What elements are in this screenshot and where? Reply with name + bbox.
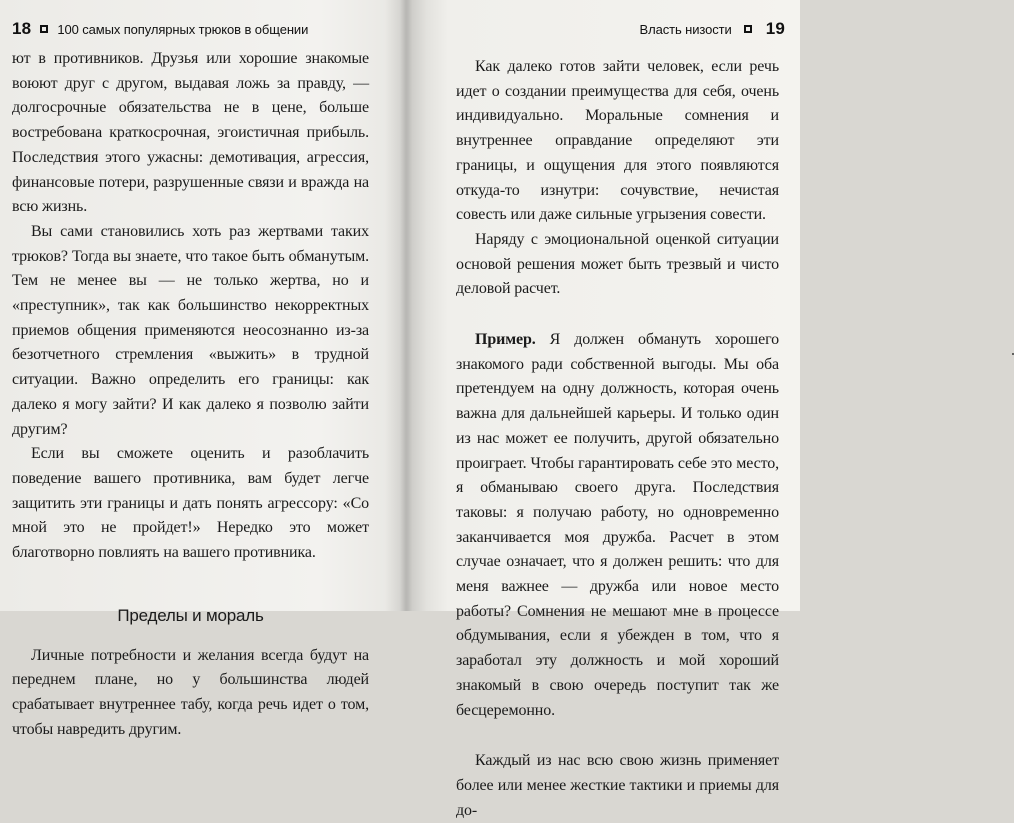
right-running-title: Власть низости xyxy=(639,21,732,37)
left-page-header xyxy=(12,19,384,39)
left-paragraph-continuation: ют в противников. Друзья или хорошие знакомые воюют друг с другом, выдавая ложь за правду, — долгосрочные обязательства не в цене, больше востребована краткосрочная, эгоистичная прибыль. Последствия этого ужасны: демотивация, агрессия, финансовые потери, разрушенные связи и вражда на всю жизнь. xyxy=(12,50,369,216)
left-running-title: 100 самых популярных трюков в общении xyxy=(57,21,309,37)
left-paragraph-boundaries: Если вы сможете оценить и разоблачить поведение вашего противника, вам будет легче защитить эти границы и дать понять агрессору: «Со мной это не пройдет!» Нередко это может благотворно повлиять на вашего противника. xyxy=(12,445,369,562)
example-text: Я должен обмануть хорошего знакомого ради собственной выгоды. Мы оба претендуем на одну должность, которая очень важна для дальнейшей карьеры. И только один из нас может ее получить, другой обязательно проиграет. Чтобы гарантировать себе это место, я обманываю своего друга. Последствия таковы: я получаю работу, но одновременно заканчивается моя дружба. Расчет в этом случае означает, что я должен решить: что для меня важнее — дружба или новое место работы? Сомнения не мешают мне в процессе обдумывания, если я убежден в том, что я заработал эту должность и мой хороший знакомый в свою очередь поступит так же бесцеремонно. xyxy=(456,331,779,719)
left-paragraph-needs: Личные потребности и желания всегда будут на переднем плане, но у большинства людей срабатывает внутреннее табу, когда речь идет о том, чтобы навредить другим. xyxy=(12,646,369,738)
square-bullet-icon xyxy=(40,25,48,33)
left-page-number: 18 xyxy=(12,19,32,38)
right-paragraph-calculation: Наряду с эмоциональной оценкой ситуации основой решения может быть трезвый и чисто деловой расчет. xyxy=(456,230,779,298)
right-page-header xyxy=(485,19,785,39)
right-page-number: 19 xyxy=(765,19,785,38)
right-paragraph-tactics: Каждый из нас всю свою жизнь применяет более или менее жесткие тактики и приемы для до- xyxy=(456,752,779,819)
left-page xyxy=(0,0,398,738)
square-bullet-icon xyxy=(744,25,752,33)
right-paragraph-limits: Как далеко готов зайти человек, если речь идет о создании преимущества для себя, очень индивидуально. Моральные сомнения и внутреннее оправдание определяют эти границы, и ощущения для этого появляются откуда-то изнутри: сочувствие, нечистая совесть или даже сильные угрызения совести. xyxy=(456,58,779,224)
section-heading: Пределы и мораль xyxy=(117,605,264,625)
left-page-body xyxy=(12,47,369,743)
right-page xyxy=(402,0,800,819)
example-label: Пример. xyxy=(475,331,536,349)
example-paragraph xyxy=(456,328,779,723)
left-paragraph-victims: Вы сами становились хоть раз жертвами таких трюков? Тогда вы знаете, что такое быть обманутым. Тем не менее вы — не только жертва, но и «преступник», так как большинство некорректных приемов общения применяются неосознанно из-за безотчетного стремления «выжить» в трудной ситуации. Важно определить его границы: как далеко я могу зайти? И как далеко я позволю зайти другим? xyxy=(12,222,369,438)
right-page-body xyxy=(456,55,779,823)
